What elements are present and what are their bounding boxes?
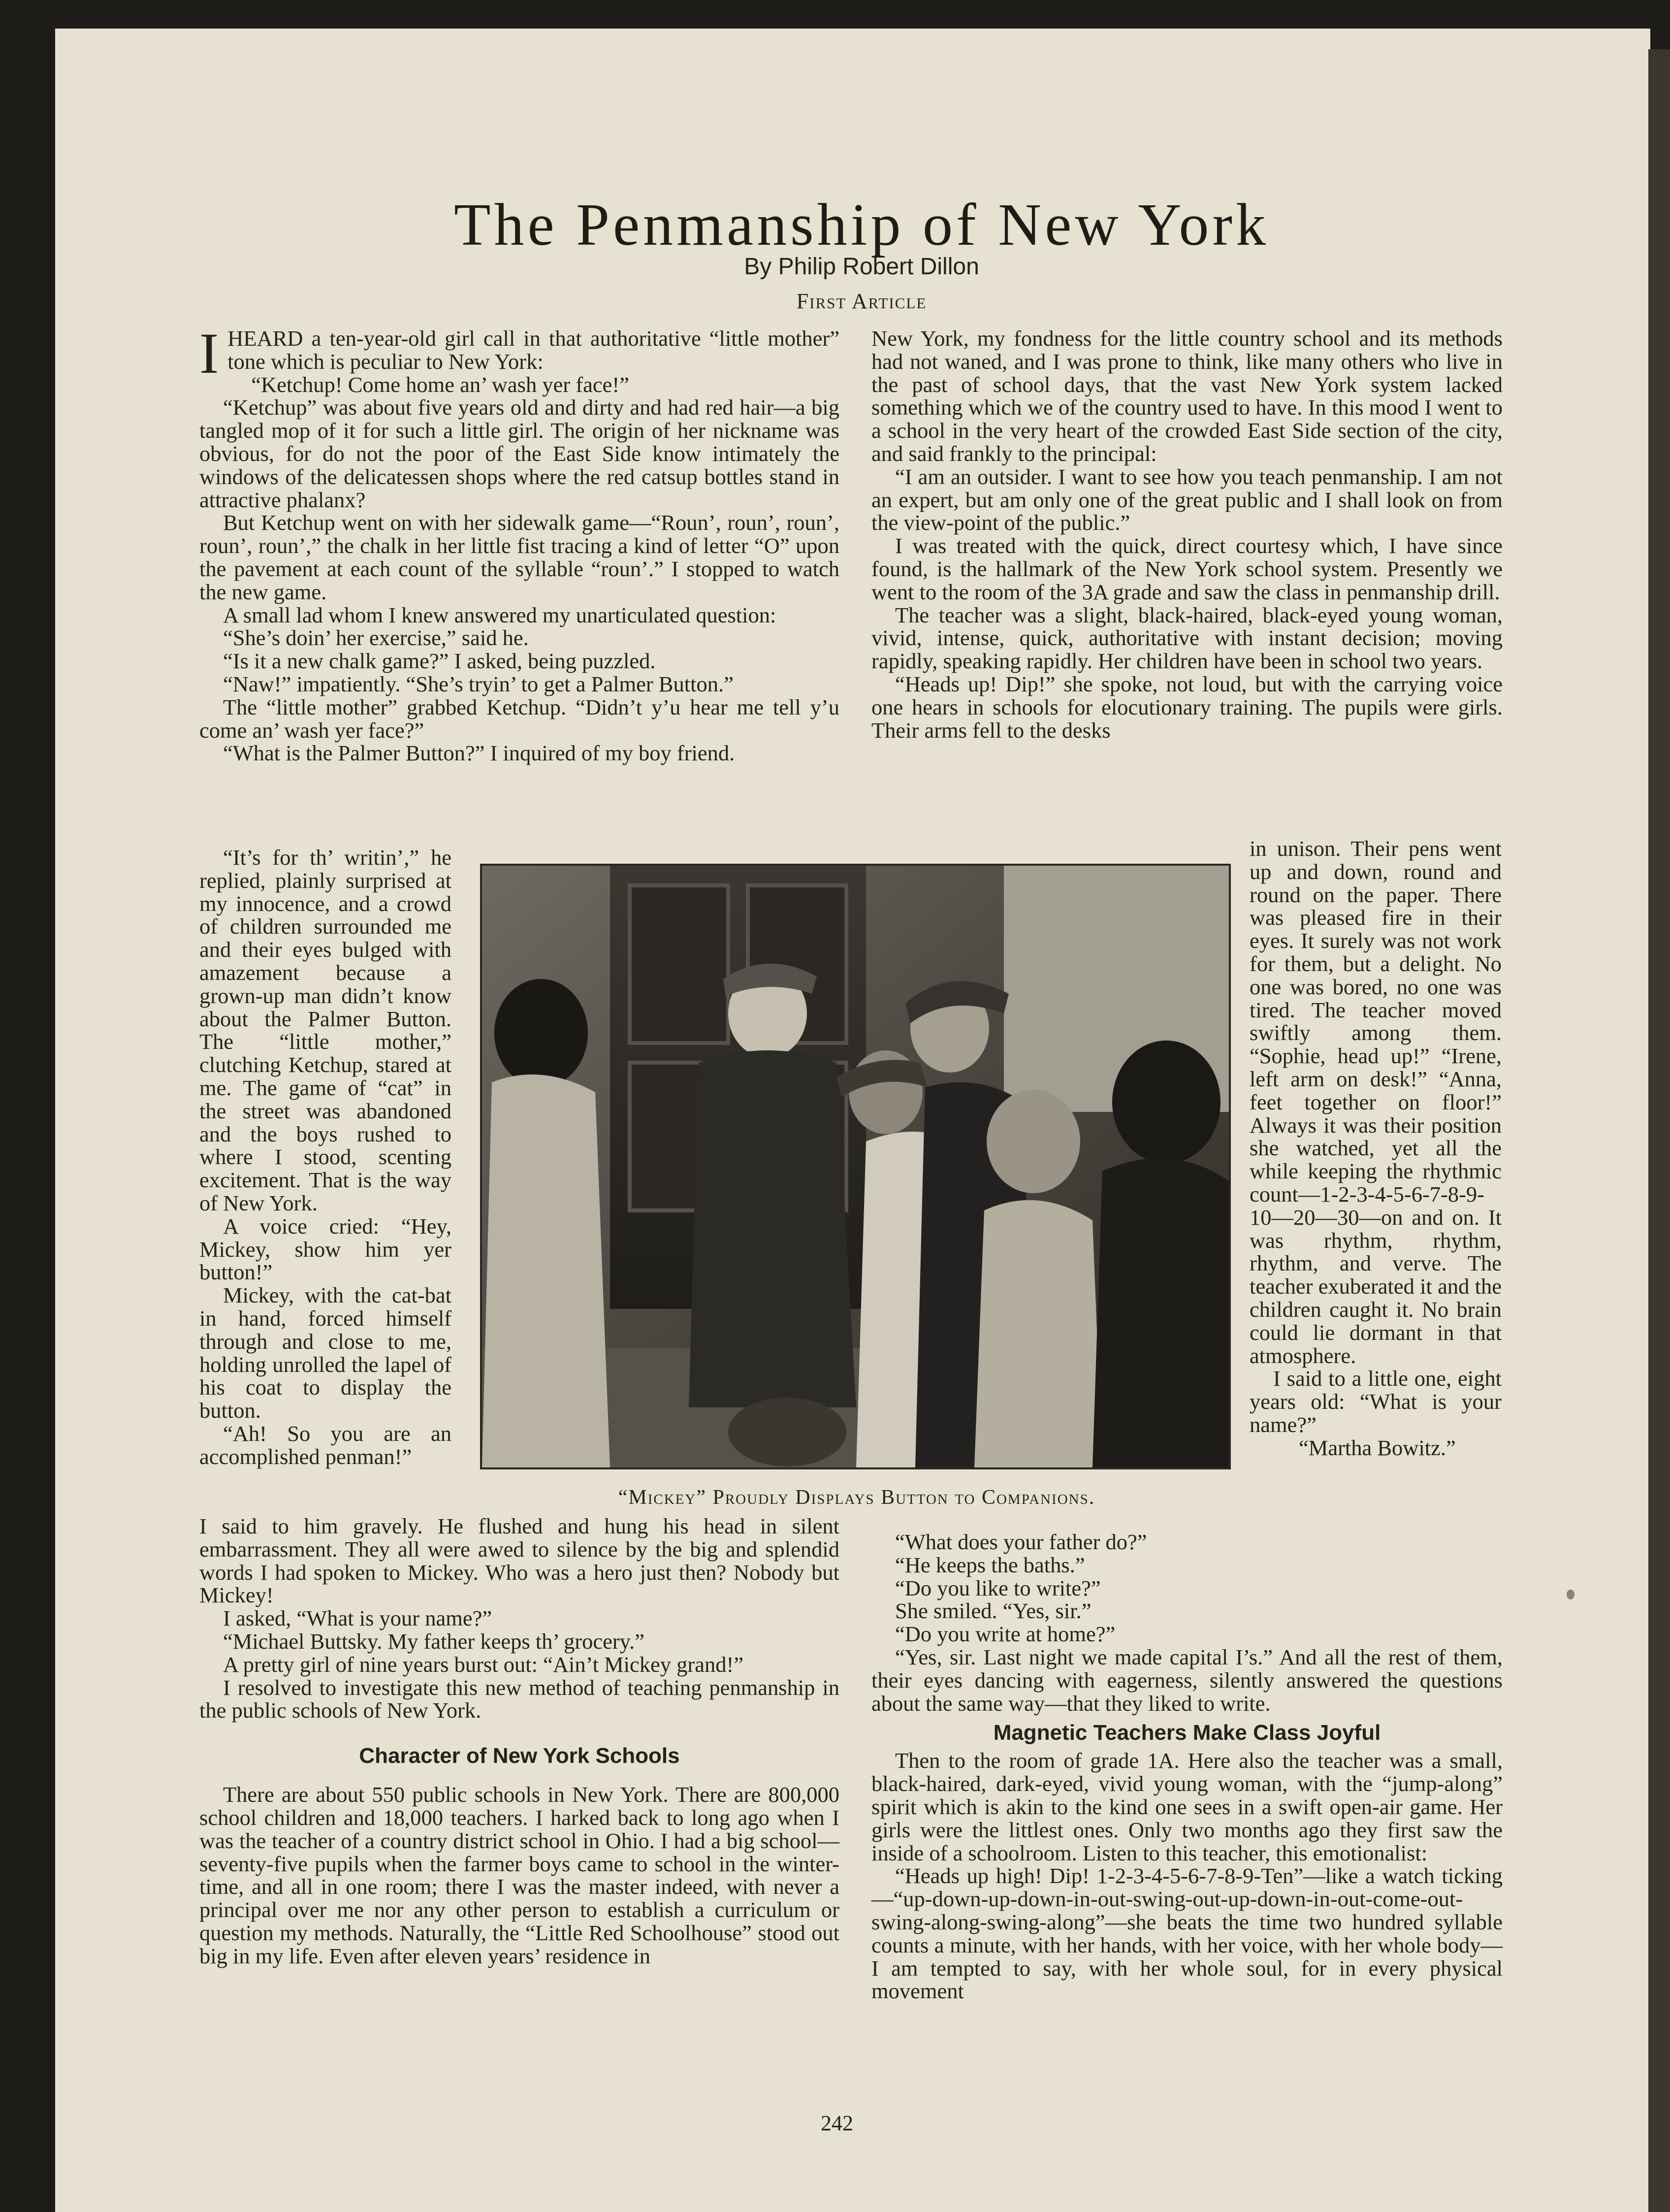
left-column-bottom — [199, 1515, 839, 1968]
right-column-top — [871, 327, 1503, 742]
paragraph: “Heads up! Dip!” she spoke, not loud, but with the carrying voice one hears in schools for elocutionary training. The pupils were girls. Their arms fell to the desks — [871, 671, 1503, 743]
paragraph: “It’s for th’ writin’,” he replied, plainly surprised at my innocence, and a crowd of children surrounded me and their eyes bulged with amazement because a grown-up man didn’t know about the Palmer Button. The “little mother,” clutching Ketchup, stared at me. The game of “cat” in the street was abandoned and the boys rushed to where I stood, scenting excitement. That is the way of New York. — [199, 845, 451, 1215]
paragraph: The teacher was a slight, black-haired, black-eyed young woman, vivid, intense, quick, authoritative with instant decision; moving rapidly, speaking rapidly. Her children have been in school two years. — [871, 602, 1503, 674]
left-column-narrow — [199, 846, 451, 1468]
series-label: First Article — [796, 289, 927, 313]
paragraph: “I am an outsider. I want to see how you teach penmanship. I am not an expert, but am only one of the great public and I shall look on from the view-point of the public.” — [871, 464, 1503, 535]
paragraph: “Is it a new chalk game?” I asked, being puzzled. — [223, 649, 656, 674]
paragraph: “Do you write at home?” — [895, 1622, 1116, 1647]
drop-cap: I — [199, 321, 219, 386]
paragraph: “Ketchup” was about five years old and dirty and had red hair—a big tangled mop of it for such a little girl. The origin of her nickname was obvious, for do not the poor of the East Side know intimately the windows of the delicatessen shops where the red catsup bottles stand in attractive phalanx? — [199, 395, 839, 512]
right-column-narrow — [1250, 837, 1502, 1460]
paragraph: A pretty girl of nine years burst out: “Ain’t Mickey grand!” — [223, 1652, 744, 1677]
paragraph: “Yes, sir. Last night we made capital I’s.” And all the rest of them, their eyes dancing with eagerness, silently answered the questions about the same way—that they liked to write. — [871, 1644, 1503, 1716]
paragraph: I said to a little one, eight years old: “What is your name?” — [1250, 1366, 1502, 1437]
paragraph: She smiled. “Yes, sir.” — [895, 1598, 1092, 1624]
paragraph: in unison. Their pens went up and down, round and round on the paper. There was pleased fire in their eyes. It surely was not work for them, but a delight. No one was bored, no one was tired. The teacher moved swiftly among them. “Sophie, head up!” “Irene, left arm on desk!” “Anna, feet together on floor!” Always it was their position she watched, yet all the while keeping the rhythmic count—1-2-3-4-5-6-7-8-9-10—20—30—on and on. It was rhythm, rhythm, rhythm, and verve. The teacher exuberated it and the children caught it. No brain could lie dormant in that atmosphere. — [1250, 836, 1502, 1368]
paragraph: I said to him gravely. He flushed and hung his head in silent embarrassment. They all were awed to silence by the big and splendid words I had spoken to Mickey. Who was a hero just then? Nobody but Mickey! — [199, 1514, 839, 1608]
paragraph: A voice cried: “Hey, Mickey, show him yer button!” — [199, 1213, 451, 1285]
photo-mickey-and-companions — [480, 864, 1231, 1469]
paragraph: New York, my fondness for the little country school and its methods had not waned, and I was prone to think, like many others who live in the past of school days, that the vast New York system lacked something which we of the country used to have. In this mood I went to a school in the very heart of the crowded East Side section of the city, and said frankly to the principal: — [871, 326, 1503, 466]
section-heading: Character of New York Schools — [359, 1744, 680, 1768]
paragraph: Mickey, with the cat-bat in hand, forced himself through and close to me, holding unrolled the lapel of his coat to display the button. — [199, 1283, 451, 1423]
paragraph: “Ah! So you are an accomplished penman!” — [199, 1421, 451, 1469]
paragraph: “What does your father do?” — [895, 1529, 1147, 1554]
section-heading: Magnetic Teachers Make Class Joyful — [993, 1721, 1381, 1745]
paragraph: “Naw!” impatiently. “She’s tryin’ to get a Palmer Button.” — [223, 671, 734, 696]
paragraph: IHEARD a ten-year-old girl call in that authoritative “little mother” tone which is peculiar to New York: — [199, 321, 839, 386]
paragraph: “What is the Palmer Button?” I inquired of my boy friend. — [223, 741, 735, 766]
paragraph: There are about 550 public schools in New York. There are 800,000 school children and 18,000 teachers. I harked back to long ago when I was the teacher of a country district school in Ohio. I had a big school—seventy-five pupils when the farmer boys came to school in the winter-time, and all in one room; there I was the master indeed, with never a principal over me nor any other person to establish a curriculum or question my methods. Naturally, the “Little Red Schoolhouse” stood out big in my life. Even after eleven years’ residence in — [199, 1782, 839, 1968]
paragraph: “Do you like to write?” — [895, 1575, 1101, 1600]
paragraph: I resolved to investigate this new method of teaching penmanship in the public schools of New York. — [199, 1675, 839, 1723]
paragraph: “Martha Bowitz.” — [1299, 1435, 1456, 1460]
paragraph: “Ketchup! Come home an’ wash yer face!” — [251, 372, 629, 397]
paragraph: “Heads up high! Dip! 1-2-3-4-5-6-7-8-9-Ten”—like a watch ticking—“up-down-up-down-in-out-swing-out-up-down-in-out-come-out-swing-along-swing-along”—she beats the time two hundred syllable counts a minute, with her hands, with her voice, with her whole body—I am tempted to say, with her whole soul, for in every physical movement — [871, 1863, 1503, 2004]
right-column-bottom — [871, 1530, 1503, 2003]
paragraph: Then to the room of grade 1A. Here also the teacher was a small, black-haired, dark-eyed, vivid young woman, with the “jump-along” spirit which is akin to the kind one sees in a swift open-air game. Her girls were the littlest ones. Only two months ago they first saw the inside of a schoolroom. Listen to this teacher, this emotionalist: — [871, 1748, 1503, 1865]
paragraph: “Michael Buttsky. My father keeps th’ grocery.” — [223, 1628, 644, 1654]
margin-dot — [1567, 1590, 1574, 1599]
left-column-top — [199, 321, 839, 766]
paragraph: A small lad whom I knew answered my unarticulated question: — [223, 602, 776, 627]
article-title: The Penmanship of New York — [453, 192, 1270, 258]
paragraph: I was treated with the quick, direct courtesy which, I have since found, is the hallmark of the New York school system. Presently we went to the room of the 3A grade and saw the class in penmanship drill. — [871, 533, 1503, 604]
paragraph: But Ketchup went on with her sidewalk game—“Roun’, roun’, roun’, roun’, roun’,” the chalk in her little fist tracing a kind of letter “O” upon the pavement at each count of the syllable “roun’.” I stopped to watch the new game. — [199, 510, 839, 604]
adjacent-page-edge — [1648, 49, 1670, 2212]
page-number: 242 — [821, 2111, 853, 2135]
paragraph: The “little mother” grabbed Ketchup. “Didn’t y’u hear me tell y’u come an’ wash yer face?” — [199, 694, 839, 743]
photo-illustration — [482, 866, 1229, 1467]
paragraph: I asked, “What is your name?” — [223, 1606, 492, 1631]
paragraph: “He keeps the baths.” — [895, 1552, 1085, 1577]
byline: By Philip Robert Dillon — [744, 254, 979, 280]
photo-caption: “Mickey” Proudly Displays Button to Companions. — [618, 1486, 1095, 1509]
paragraph: “She’s doin’ her exercise,” said he. — [223, 625, 529, 651]
